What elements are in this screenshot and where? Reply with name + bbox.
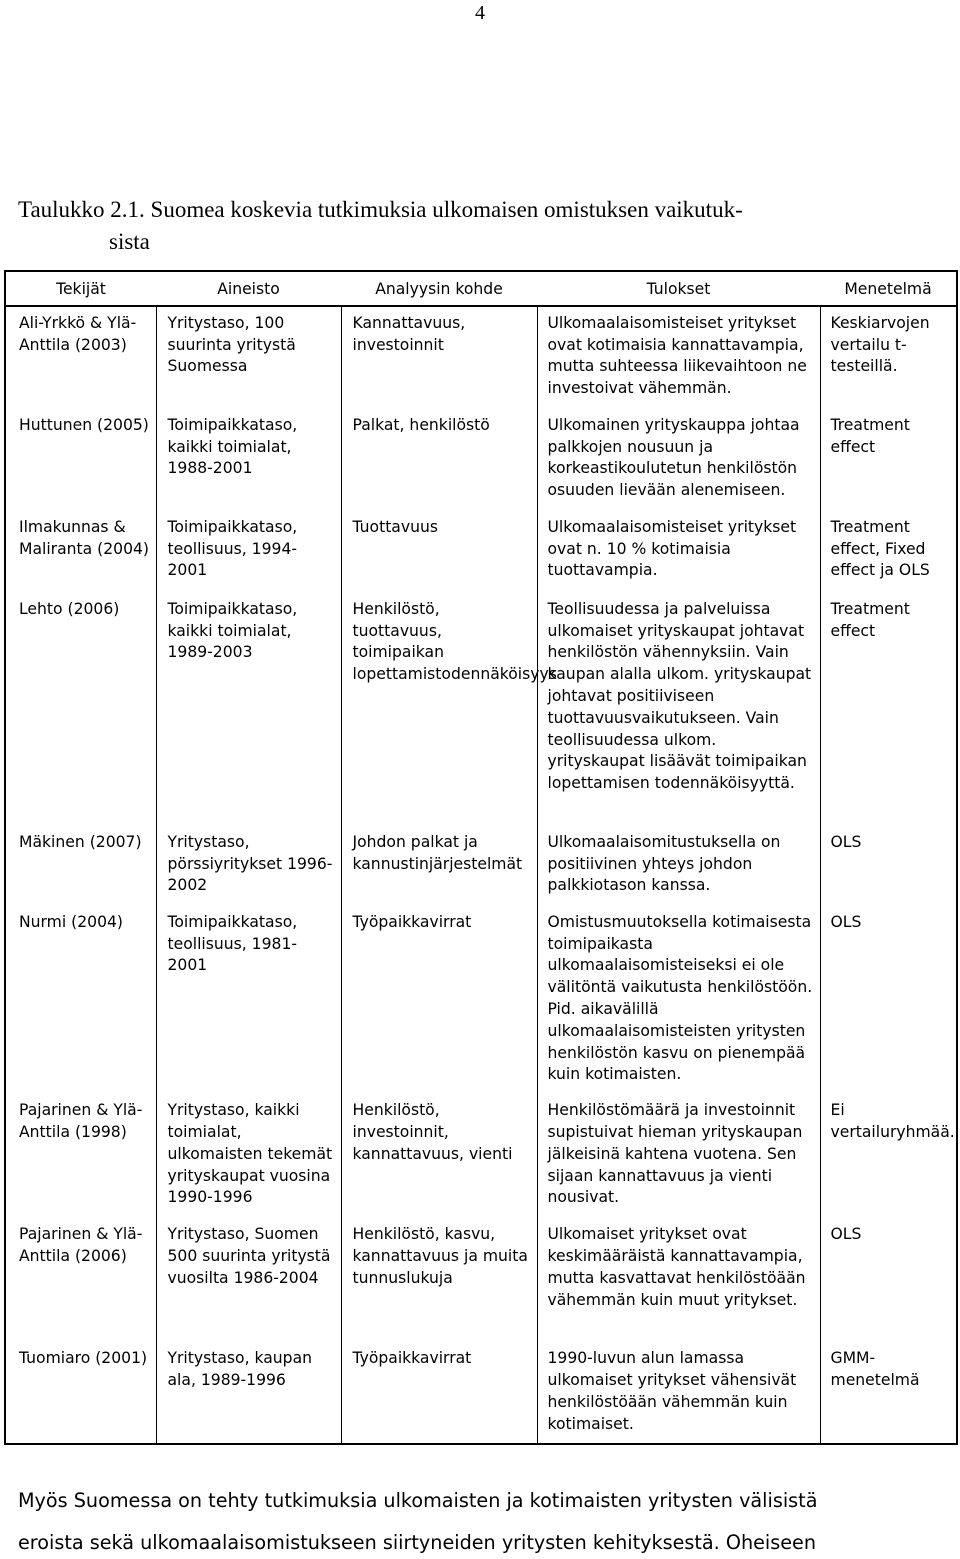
cell-method bbox=[820, 906, 957, 1094]
method-text: GMM-menetelmä bbox=[830, 1349, 920, 1389]
research-table bbox=[4, 270, 958, 1445]
cell-result bbox=[537, 409, 820, 511]
cell-subject bbox=[341, 1342, 537, 1444]
table-row bbox=[5, 906, 957, 1094]
cell-subject bbox=[341, 593, 557, 826]
cell-author bbox=[5, 511, 156, 593]
cell-author bbox=[5, 409, 156, 511]
caption-line-2: sista bbox=[109, 229, 150, 254]
cell-result bbox=[537, 826, 820, 906]
cell-data bbox=[156, 409, 341, 511]
cell-data bbox=[156, 1094, 341, 1218]
data-text: Yritystaso, pörssiyritykset 1996-2002 bbox=[167, 832, 333, 895]
method-text: OLS bbox=[830, 832, 862, 851]
subject-text: Henkilöstö, investoinnit, kannattavuus, vienti bbox=[352, 1101, 513, 1163]
data-text: Toimipaikkataso, kaikki toimialat, 1989-2003 bbox=[167, 599, 298, 662]
data-text: Yritystaso, kaikki toimialat, ulkomaisten tekemät yrityskaupat vuosina 1990-1996 bbox=[167, 1101, 333, 1207]
author-text: Pajarinen & Ylä-Anttila (2006) bbox=[19, 1225, 143, 1265]
cell-subject bbox=[341, 826, 537, 906]
author-text: Ilmakunnas & Maliranta (2004) bbox=[19, 517, 150, 558]
header-method: Menetelmä bbox=[820, 271, 957, 306]
cell-method bbox=[820, 306, 957, 409]
cell-result bbox=[537, 511, 820, 593]
result-text: Teollisuudessa ja palveluissa ulkomaiset yrityskaupat johtavat henkilöstön vähennyksiin. Vain kaupan alalla ulkom. yrityskaupat johtavat positiiviseen tuottavuusvaikutukseen. Vain teollisuudessa ulkom. yrityskaupat lisäävät toimipaikan lopettamisen todennäköisyyttä. bbox=[547, 599, 812, 793]
result-text: 1990-luvun alun lamassa ulkomaiset yritykset vähensivät henkilöstöään vähemmän kuin kotimaiset. bbox=[547, 1349, 797, 1433]
result-text: Ulkomaalaisomisteiset yritykset ovat n. 10 % kotimaisia tuottavampia. bbox=[547, 517, 797, 580]
cell-subject bbox=[341, 906, 537, 1094]
cell-author bbox=[5, 1342, 156, 1444]
cell-subject bbox=[341, 511, 537, 593]
subject-text: Tuottavuus bbox=[352, 517, 438, 536]
cell-data bbox=[156, 1342, 341, 1444]
cell-subject bbox=[341, 1218, 537, 1342]
cell-data bbox=[156, 906, 341, 1094]
cell-method bbox=[820, 1094, 957, 1218]
result-text: Henkilöstömäärä ja investoinnit supistuivat hieman yrityskaupan jälkeisinä kahtena vuotena. Sen sijaan kannattavuus ja vienti nousivat. bbox=[547, 1101, 803, 1207]
cell-subject bbox=[341, 409, 537, 511]
cell-data bbox=[156, 1218, 341, 1342]
cell-result bbox=[537, 306, 820, 409]
cell-data bbox=[156, 593, 341, 826]
result-text: Omistusmuutoksella kotimaisesta toimipaikasta ulkomaalaisomisteiseksi ei ole välitöntä vaikutusta henkilöstöön. Pid. aikavälillä ulkomaalaisomisteisten yritysten henkilöstön kasvu on pienempää kuin kotimaisten. bbox=[547, 912, 813, 1084]
cell-author bbox=[5, 306, 156, 409]
cell-author bbox=[5, 906, 156, 1094]
cell-method bbox=[820, 826, 957, 906]
author-text: Pajarinen & Ylä-Anttila (1998) bbox=[19, 1101, 143, 1141]
method-text: Treatment effect, Fixed effect ja OLS bbox=[830, 517, 930, 580]
body-text-line-2: eroista sekä ulkomaalaisomistukseen siirtyneiden yritysten kehityksestä. Oheiseen bbox=[18, 1531, 817, 1554]
author-text: Mäkinen (2007) bbox=[19, 832, 142, 851]
cell-result bbox=[537, 593, 820, 826]
header-results: Tulokset bbox=[537, 271, 820, 306]
data-text: Toimipaikkataso, teollisuus, 1981-2001 bbox=[167, 912, 298, 975]
table-row bbox=[5, 1342, 957, 1444]
result-text: Ulkomainen yrityskauppa johtaa palkkojen nousuun ja korkeastikoulutetun henkilöstön osuuden lievään alenemiseen. bbox=[547, 415, 800, 500]
table-row bbox=[5, 593, 957, 826]
cell-method bbox=[820, 511, 957, 593]
cell-author bbox=[5, 593, 156, 826]
method-text: OLS bbox=[830, 1225, 862, 1244]
method-text: Keskiarvojen vertailu t-testeillä. bbox=[830, 313, 930, 376]
header-authors: Tekijät bbox=[5, 271, 156, 306]
cell-subject bbox=[341, 1094, 537, 1218]
author-text: Ali-Yrkkö & Ylä-Anttila (2003) bbox=[19, 313, 137, 354]
data-text: Yritystaso, Suomen 500 suurinta yritystä vuosilta 1986-2004 bbox=[167, 1225, 331, 1287]
table-body bbox=[5, 306, 957, 1445]
table-row bbox=[5, 511, 957, 593]
subject-text: Työpaikkavirrat bbox=[352, 912, 472, 931]
subject-text: Henkilöstö, tuottavuus, toimipaikan lopettamistodennäköisyys bbox=[352, 599, 557, 684]
cell-data bbox=[156, 826, 341, 906]
cell-data bbox=[156, 511, 341, 593]
subject-text: Palkat, henkilöstö bbox=[352, 415, 490, 434]
data-text: Yritystaso, 100 suurinta yritystä Suomessa bbox=[167, 313, 296, 376]
header-data: Aineisto bbox=[156, 271, 341, 306]
cell-author bbox=[5, 1218, 156, 1342]
page-number: 4 bbox=[475, 2, 485, 24]
table-header-row bbox=[5, 271, 957, 306]
table-row bbox=[5, 826, 957, 906]
data-text: Toimipaikkataso, teollisuus, 1994-2001 bbox=[167, 517, 298, 580]
table-row bbox=[5, 1218, 957, 1342]
table-caption bbox=[18, 194, 943, 258]
subject-text: Kannattavuus, investoinnit bbox=[352, 313, 466, 354]
data-text: Toimipaikkataso, kaikki toimialat, 1988-2001 bbox=[167, 415, 298, 478]
cell-result bbox=[537, 906, 820, 1094]
method-text: Ei vertailuryhmää. bbox=[830, 1101, 955, 1141]
body-text-line-1: Myös Suomessa on tehty tutkimuksia ulkomaisten ja kotimaisten yritysten välisistä bbox=[18, 1489, 818, 1512]
author-text: Tuomiaro (2001) bbox=[19, 1349, 148, 1368]
method-text: OLS bbox=[830, 912, 862, 931]
result-text: Ulkomaiset yritykset ovat keskimääräistä kannattavampia, mutta kasvattavat henkilöstöään vähemmän kuin muut yritykset. bbox=[547, 1225, 806, 1309]
cell-method bbox=[820, 1218, 957, 1342]
cell-result bbox=[537, 1094, 820, 1218]
cell-result bbox=[537, 1342, 820, 1444]
cell-method bbox=[820, 593, 957, 826]
cell-subject bbox=[341, 306, 537, 409]
result-text: Ulkomaalaisomitustuksella on positiivinen yhteys johdon palkkiotason kanssa. bbox=[547, 832, 781, 895]
cell-data bbox=[156, 306, 341, 409]
table-row bbox=[5, 306, 957, 409]
method-text: Treatment effect bbox=[830, 415, 910, 456]
data-text: Yritystaso, kaupan ala, 1989-1996 bbox=[167, 1349, 313, 1389]
caption-line-1: Taulukko 2.1. Suomea koskevia tutkimuksia ulkomaisen omistuksen vaikutuk- bbox=[18, 197, 743, 222]
cell-method bbox=[820, 409, 957, 511]
method-text: Treatment effect bbox=[830, 599, 910, 640]
subject-text: Henkilöstö, kasvu, kannattavuus ja muita tunnuslukuja bbox=[352, 1225, 528, 1287]
author-text: Huttunen (2005) bbox=[19, 415, 149, 434]
author-text: Nurmi (2004) bbox=[19, 912, 124, 931]
cell-method bbox=[820, 1342, 957, 1444]
cell-author bbox=[5, 826, 156, 906]
result-text: Ulkomaalaisomisteiset yritykset ovat kotimaisia kannattavampia, mutta suhteessa liikevaihtoon ne investoivat vähemmän. bbox=[547, 313, 807, 398]
table-row bbox=[5, 409, 957, 511]
author-text: Lehto (2006) bbox=[19, 599, 120, 618]
subject-text: Työpaikkavirrat bbox=[352, 1349, 472, 1368]
subject-text: Johdon palkat ja kannustinjärjestelmät bbox=[352, 832, 523, 873]
table-row bbox=[5, 1094, 957, 1218]
cell-result bbox=[537, 1218, 820, 1342]
cell-author bbox=[5, 1094, 156, 1218]
header-subject: Analyysin kohde bbox=[341, 271, 537, 306]
